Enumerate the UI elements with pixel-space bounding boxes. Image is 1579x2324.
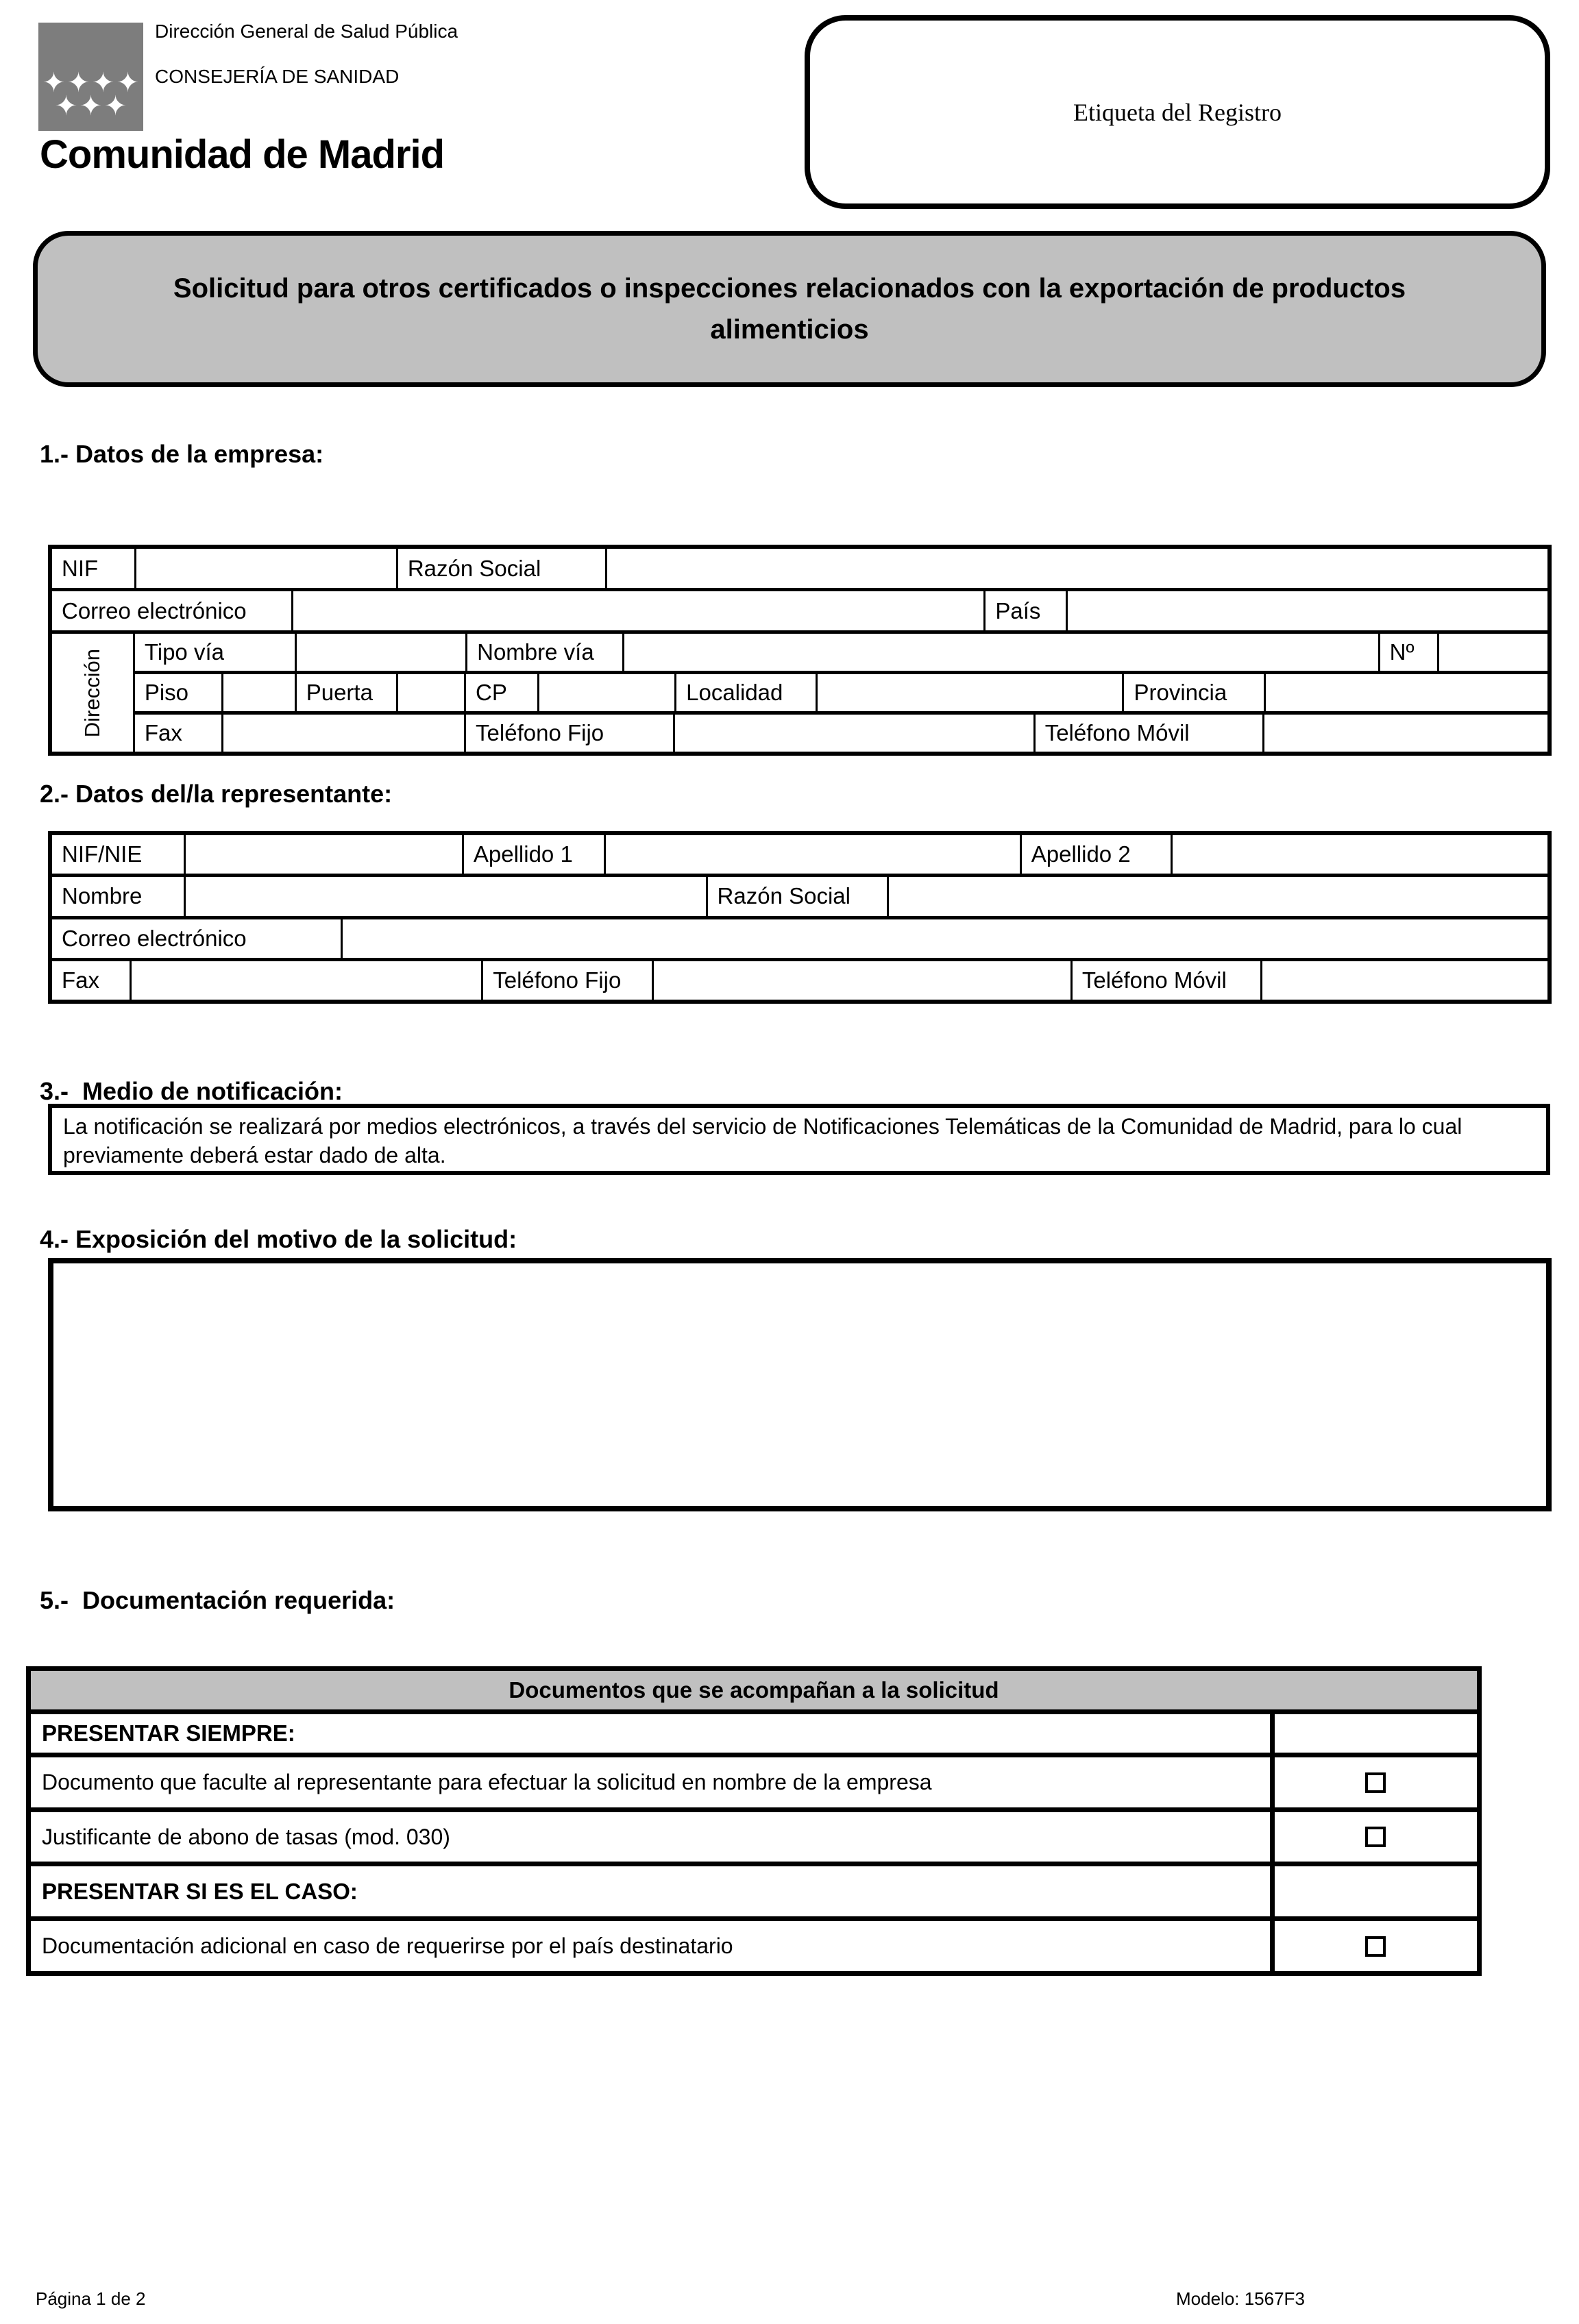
documents-table-title: Documentos que se acompañan a la solicitud [31,1671,1477,1709]
company-razon-social-label: Razón Social [396,549,605,588]
rep-razon-social-label: Razón Social [706,877,887,915]
company-localidad-input[interactable] [816,674,1122,711]
rep-tel-fijo-input[interactable] [652,961,1070,1000]
company-provincia-label: Provincia [1122,674,1263,711]
company-email-input[interactable] [291,591,983,630]
rep-apellido2-input[interactable] [1171,835,1547,874]
madrid-flag-logo [38,23,143,131]
org-consejeria: CONSEJERÍA DE SANIDAD [155,66,400,87]
company-fax-input[interactable] [221,715,465,752]
rep-razon-social-input[interactable] [887,877,1547,915]
notification-text-box [48,1104,1550,1175]
star-icon: ✦ [116,68,140,98]
company-nif-label: NIF [62,555,99,581]
doc-item-tasas-checkbox[interactable] [1365,1827,1386,1847]
rep-tel-movil-input[interactable] [1260,961,1547,1000]
registry-label-box [805,15,1550,209]
table-row [31,1916,1477,1971]
form-title: Solicitud para otros certificados o inspecciones relacionados con la exportación de productos alimenticios [173,273,1406,345]
company-tel-fijo-label: Teléfono Fijo [464,715,673,752]
rep-fax-input[interactable] [130,961,481,1000]
table-row [135,671,1547,711]
table-row [52,916,1547,958]
company-email-label: Correo electrónico [62,597,247,623]
company-tipo-via-input[interactable] [295,634,465,671]
motive-textarea[interactable] [48,1258,1552,1511]
company-tel-movil-input[interactable] [1262,715,1547,752]
notification-text: La notificación se realizará por medios electrónicos, a través del servicio de Notificaciones Telemáticas de la Comunidad de Madrid, para lo cual previamente deberá estar dado de alta. [63,1114,1462,1167]
registry-label-text: Etiqueta del Registro [1073,98,1282,126]
doc-group-empty-cell [1275,1866,1477,1916]
section2-heading: 2.- Datos del/la representante: [40,780,393,808]
table-row [31,1709,1477,1753]
table-row [52,874,1547,915]
table-row [135,634,1547,671]
rep-email-input[interactable] [341,919,1547,958]
company-nif-input[interactable] [134,549,396,588]
company-razon-social-input[interactable] [605,549,1547,588]
doc-item-adicional-checkbox[interactable] [1365,1936,1386,1957]
company-cp-input[interactable] [537,674,674,711]
star-icon: ✦ [54,91,78,121]
table-row [52,958,1547,1000]
rep-email-label: Correo electrónico [62,925,247,951]
company-numero-label: Nº [1378,634,1438,671]
company-tel-movil-label: Teléfono Móvil [1033,715,1262,752]
star-icon: ✦ [103,91,127,121]
star-icon: ✦ [66,68,90,98]
company-table [48,545,1552,756]
model-number: Modelo: 1567F3 [1176,2288,1305,2309]
company-nombre-via-label: Nombre vía [465,634,622,671]
company-direccion-label: Dirección [79,648,104,737]
section1-heading: 1.- Datos de la empresa: [40,440,324,468]
rep-nombre-input[interactable] [184,877,706,915]
company-piso-label: Piso [144,680,189,706]
table-row [135,711,1547,752]
doc-item-adicional-label: Documentación adicional en caso de requerirse por el país destinatario [31,1921,1275,1971]
company-puerta-label: Puerta [295,674,396,711]
rep-apellido1-input[interactable] [604,835,1020,874]
doc-item-adicional-checkbox-cell [1275,1921,1477,1971]
section5-heading: 5.- Documentación requerida: [40,1586,395,1614]
page-number: Página 1 de 2 [36,2288,146,2309]
star-icon: ✦ [42,68,66,98]
rep-tel-fijo-label: Teléfono Fijo [481,961,652,1000]
star-icon: ✦ [79,91,103,121]
org-direction-general: Dirección General de Salud Pública [155,21,458,42]
doc-group-presentar-siempre: PRESENTAR SIEMPRE: [31,1714,1275,1753]
table-row [52,588,1547,630]
table-row [31,1862,1477,1916]
section4-heading: 4.- Exposición del motivo de la solicitud: [40,1225,517,1253]
table-row [31,1807,1477,1862]
company-provincia-input[interactable] [1264,674,1547,711]
table-row [52,549,1547,588]
table-row [31,1753,1477,1807]
company-tipo-via-label: Tipo vía [144,639,224,665]
doc-item-representante-checkbox[interactable] [1365,1772,1386,1793]
section3-heading: 3.- Medio de notificación: [40,1077,343,1105]
company-localidad-label: Localidad [674,674,816,711]
company-address-band [52,630,1547,752]
doc-item-tasas-label: Justificante de abono de tasas (mod. 030) [31,1812,1275,1862]
company-cp-label: CP [464,674,537,711]
brand-comunidad-de-madrid: Comunidad de Madrid [40,132,444,177]
representative-table [48,831,1552,1004]
rep-tel-movil-label: Teléfono Móvil [1070,961,1260,1000]
company-piso-input[interactable] [221,674,295,711]
table-row [52,835,1547,874]
rep-nif-nie-input[interactable] [184,835,462,874]
doc-group-empty-cell [1275,1714,1477,1753]
rep-nif-nie-label: NIF/NIE [62,841,143,867]
documents-table [26,1666,1482,1976]
company-fax-label: Fax [144,720,182,746]
doc-item-representante-checkbox-cell [1275,1757,1477,1807]
form-title-banner [33,231,1546,387]
doc-group-presentar-si-es-el-caso: PRESENTAR SI ES EL CASO: [31,1866,1275,1916]
rep-nombre-label: Nombre [62,883,143,909]
flag-star-row-bottom [54,91,128,121]
rep-apellido1-label: Apellido 1 [462,835,604,874]
company-tel-fijo-input[interactable] [673,715,1033,752]
rep-apellido2-label: Apellido 2 [1020,835,1171,874]
doc-item-representante-label: Documento que faculte al representante para efectuar la solicitud en nombre de la empresa [31,1757,1275,1807]
company-numero-input[interactable] [1437,634,1547,671]
company-pais-input[interactable] [1066,591,1547,630]
rep-fax-label: Fax [62,967,100,993]
company-pais-label: País [983,591,1066,630]
company-puerta-input[interactable] [396,674,464,711]
star-icon: ✦ [91,68,115,98]
doc-item-tasas-checkbox-cell [1275,1812,1477,1862]
company-nombre-via-input[interactable] [622,634,1378,671]
